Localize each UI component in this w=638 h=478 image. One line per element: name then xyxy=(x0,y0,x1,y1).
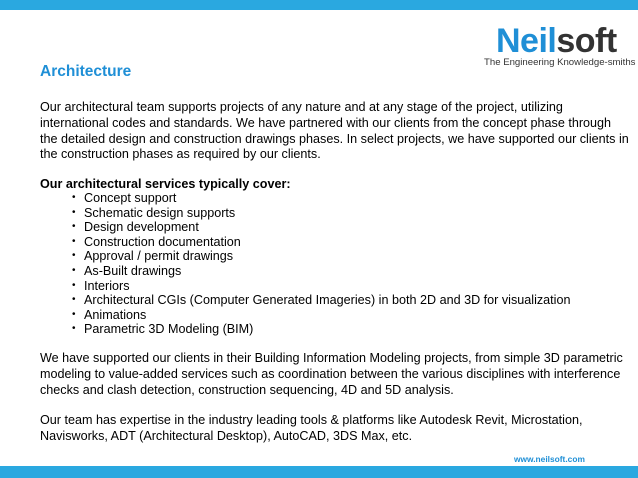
list-item xyxy=(72,264,570,279)
list-item xyxy=(72,220,570,235)
list-item-label: Interiors xyxy=(84,278,130,293)
list-item xyxy=(72,308,570,323)
bullet-icon: • xyxy=(72,221,76,233)
bottom-band xyxy=(0,466,638,478)
services-title: Our architectural services typically cover: xyxy=(40,177,291,191)
bullet-icon: • xyxy=(72,192,76,203)
bullet-icon: • xyxy=(72,308,76,320)
logo-wordmark xyxy=(496,22,617,60)
tools-paragraph: Our team has expertise in the industry leading tools & platforms like Autodesk Revit, Microstation, Navisworks, ADT (Architectural Desktop), AutoCAD, 3DS Max, etc. xyxy=(40,413,583,443)
services-list xyxy=(72,191,570,337)
bullet-icon: • xyxy=(72,264,76,276)
bullet-icon: • xyxy=(72,235,76,247)
intro-paragraph: Our architectural team supports projects of any nature and at any stage of the project, utilizing international codes and standards. We have partnered with our clients from the concept phase through the detailed design and construction drawings phases. In select projects, we have supported our clients in the construction phases as required by our clients. xyxy=(40,100,629,162)
page-title: Architecture xyxy=(40,63,132,80)
list-item-label: Approval / permit drawings xyxy=(84,249,234,264)
list-item xyxy=(72,206,570,221)
logo-tagline: The Engineering Knowledge-smiths xyxy=(484,57,636,68)
list-item-label: As-Built drawings xyxy=(84,263,182,278)
neilsoft-logo xyxy=(484,22,634,70)
list-item xyxy=(72,279,570,294)
bim-paragraph: We have supported our clients in their Building Information Modeling projects, from simple 3D parametric modeling to value-added services such as coordination between the various disciplines with interference checks and clash detection, construction sequencing, 4D and 5D analysis. xyxy=(40,351,623,397)
logo-word-neil: Neil xyxy=(496,22,557,60)
bullet-icon: • xyxy=(72,323,76,335)
list-item-label: Concept support xyxy=(84,191,177,205)
bullet-icon: • xyxy=(72,294,76,306)
list-item-label: Schematic design supports xyxy=(84,205,236,220)
logo-word-soft: soft xyxy=(556,22,617,60)
list-item xyxy=(72,235,570,250)
top-band xyxy=(0,0,638,10)
list-item xyxy=(72,191,570,206)
list-item-label: Animations xyxy=(84,307,147,322)
list-item xyxy=(72,293,570,308)
list-item-label: Construction documentation xyxy=(84,234,241,249)
bullet-icon: • xyxy=(72,206,76,218)
bullet-icon: • xyxy=(72,279,76,291)
list-item-label: Parametric 3D Modeling (BIM) xyxy=(84,322,254,337)
list-item-label: Architectural CGIs (Computer Generated Imageries) in both 2D and 3D for visualization xyxy=(84,293,571,308)
list-item-label: Design development xyxy=(84,220,199,235)
list-item xyxy=(72,249,570,264)
list-item xyxy=(72,322,570,337)
website-link[interactable]: www.neilsoft.com xyxy=(514,454,585,464)
bullet-icon: • xyxy=(72,250,76,262)
